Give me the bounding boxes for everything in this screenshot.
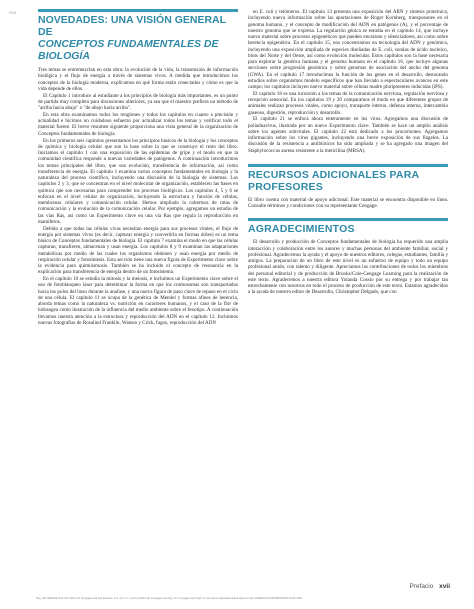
page-label: S16 [9, 10, 17, 15]
heading-line-2: CONCEPTOS FUNDAMENTALES DE BIOLOGÍA [38, 38, 219, 62]
paragraph: En los primeros seis capítulos presentamos los principios básicos de la biología y los conceptos de química y biología celular que son la base sobre la que se construye el resto del libro. Iniciamos el capítulo 1 con una exposición de las epidemias de gripe y el modo en que la comunidad científica responde a nuevas variedades de patógenos. A continuación introducimos los temas principales del libro, que son evolución, transferencia de información, así como transferencia de energía. El capítulo 1 examina varios conceptos fundamentales en biología y la naturaleza del proceso científico, incluyendo una discusión de la biología de sistemas. Los capítulos 2 y 3, que se concentran en el nivel molecular de organización, establecen las bases en química que son necesarias para comprender los procesos biológicos. Los capítulos 4, 5 y 6 se enfocan en el nivel celular de organización, incluyendo la estructura y función de células, membranas celulares y comunicación celular. Hemos ampliado la cobertura de rutas de comunicación y la evolución de la comunicación celular. Por ejemplo, agregamos un estudio de las vías Ras, así como un Experimento clave en una vía Ras que regula la reproducción en mamíferos. [38, 137, 238, 225]
legal-notice: Reg. 402 WallObama B.G.R. 2021 por Cengage Learning Editores, S.A. de C.V., una Compañía de Cengage Learning, Inc. Cengage Learning® es una marca registrada usada bajo permiso. DERECHOS RESERVADOS 18.05.2020 [36, 597, 303, 600]
paragraph: En el capítulo 10 se estudia la mitosis y la meiosis, e incluimos un Experimento clave sobre el uso de fotoblanqueo láser para determinar la forma en que los cromosomas son transportados hacia los polos del huso durante la anafase, y una nueva figura de paso clave de repaso en el ciclo de una célula. El capítulo 11 se ocupa de la genética de Mendel y formas afines de herencia, aborda temas como la naturaleza vs. nutrición en caracteres humanos, y el caso de la flor de hidrangea como ilustración de la influencia del medio ambiente sobre el fenotipo. A continuación llevamos nuestra atención a la estructura y reproducción del ADN en el capítulo 12. Incluimos nuevas fotografías de Rosalind Franklin, Watson y Crick, fagos, reproducción del ADN [38, 276, 238, 326]
paragraph: Debido a que todas las células vivas necesitan energía para sus procesos vitales, el flujo de energía por sistemas vivos (es decir, capturar energía y convertirla en formas útiles) es un tema básico de Conceptos fundamentales de biología. El capítulo 7 examina el modo en que las células capturan, transfieren, almacenan y usan energía. Los capítulos 8 y 9 examinan las adaptaciones metabólicas por medio de las cuales los organismos obtienen y usan energía por medio de respiración celular y fotosíntesis. Esta sección tiene una nueva figura de Experimento clave sobre la evidencia para quimiósmosis. También se ha incluido el concepto de resonancia en la explicación para transferencia de energía dentro de un fotosistema. [38, 225, 238, 276]
page-folio [409, 583, 450, 590]
right-column [248, 9, 448, 296]
agradecimientos-heading: AGRADECIMIENTOS [248, 218, 448, 235]
folio-label: Prefacio [409, 583, 434, 590]
paragraph: en E. coli y telómeros. El capítulo 13 presenta una exposición del ARN y síntesis proteínica, incluyendo nueva información sobre las aportaciones de Roger Kornberg, transposones en el genoma humano, y el concepto de modificación del ADN en patógenos (A), y el porcentaje de nuestro genoma que se expresa. La regulación génica se estudia en el capítulo 14, que incluye nuevo material sobre procesos epigenéticos que pueden encararse y silenciadores, así como sobre herencia epigenética. En el capítulo 15, nos concentramos en tecnología del ADN y genómica, incluyendo una exposición ampliada de especies diseñadas de E. coli, sondas de ácido nucleico, blots del Norte y del Oeste, así como evolución molecular. Estos capítulos son la base necesaria para explorar la genética humana y el genoma humano en el capítulo 16, que incluye algunas secciones sobre progresión genómica y sobre genomas de asociación del ancho del genoma (GWA). En el capítulo 17 introducimos la función de los genes en el desarrollo, destacando estudios sobre organismos modelo específicos que han llevado a espectaculares avances en este campo; los capítulos incluyen nuevo material sobre células madre pluripotentes inducidas (iPS). [248, 9, 448, 90]
paragraph: El capítulo 21 se enfoca ahora enteramente en los virus. Agregamos una discusión de poliadnavirus, ilustrada por un nuevo Experimento clave. También se hace un amplio análisis sobre los agentes subvirales. El capítulo 22 está dedicado a los procariontes. Agregamos información sobre los virus gigantes, incluyendo una breve exposición de sus flagelos. La discusión de la resistencia a antibióticos ha sido ampliada y se ha agregado una imagen del Staphylococcus aureus resistente a la meticilina (MRSA). [248, 116, 448, 154]
left-column [38, 9, 238, 326]
agradecimientos-text: El desarrollo y producción de Conceptos fundamentales de biología ha requerido una amplia interacción y colaboración entre los autores y muchas personas del ambiente familiar, social y profesional. Agradecemos la ayuda y el apoyo de nuestros editores, colegas, estudiantes, familia y amigos. La preparación de un libro de este nivel es un esfuerzo de equipo y todo un equipo profesional unido, con talento y diligente. Apreciamos las contribuciones de todos los miembros del personal editorial y de producción de Brooks/Cole-Cengage Learning para la realización de este texto. Agradecemos a nuestra editora Yolanda Cossio por su entrega y por trabajar tan estrechamente con nosotros en todo el proceso de producción de este texto. Estamos agradecidos a la ayuda de nuestro editor de Desarrollo, Christopher Delgado, que con [248, 239, 448, 296]
paragraph: El capítulo 18 es una incursión a los temas de la comunicación nerviosa, regulación nerviosa y recepción sensorial. En los capítulos 19 y 20 comparamos el modo en que diferentes grupos de animales realizan procesos vitales, como apoyo, transporte interno, defensa interna, intercambio gaseoso, digestión, reproducción y desarrollo. [248, 90, 448, 116]
paragraph: En esta obra examinamos todos los renglones y todos los capítulos en cuanto a precisión y actualidad e hicimos un cuidadoso esfuerzo por actualizar todos los temas y verificar todo el material fuente. El breve resumen siguiente proporciona una vista general de la organización de Conceptos fundamentales de biología. [38, 111, 238, 137]
recursos-text: El libro cuenta con material de apoyo adicional. Este material se encuentra disponible en línea. Consulte términos y condiciones con su representante Cengage. [248, 196, 448, 210]
paragraph: Tres temas se entremezclan en esta obra: la evolución de la vida, la transmisión de información biológica y el flujo de energía a través de sistemas vivos. A medida que introducimos los conceptos de la biología moderna, explicamos en qué forma están conectados y cómo es que la vida depende de ellos. [38, 67, 238, 92]
recursos-heading: RECURSOS ADICIONALES PARA PROFESORES [248, 164, 448, 193]
page-number: xvii [439, 583, 450, 590]
paragraph: El Capítulo 1 introduce al estudiante a los principios de biología más importantes, es un punto de partida muy completo para discusiones ulteriores, ya sea que el maestro prefiera un método de "arriba hacia abajo" o "de abajo hacia arriba". [38, 92, 238, 112]
right-top-text [248, 9, 448, 154]
section-heading [38, 9, 238, 62]
heading-line-1: NOVEDADES: UNA VISIÓN GENERAL DE [38, 14, 226, 38]
